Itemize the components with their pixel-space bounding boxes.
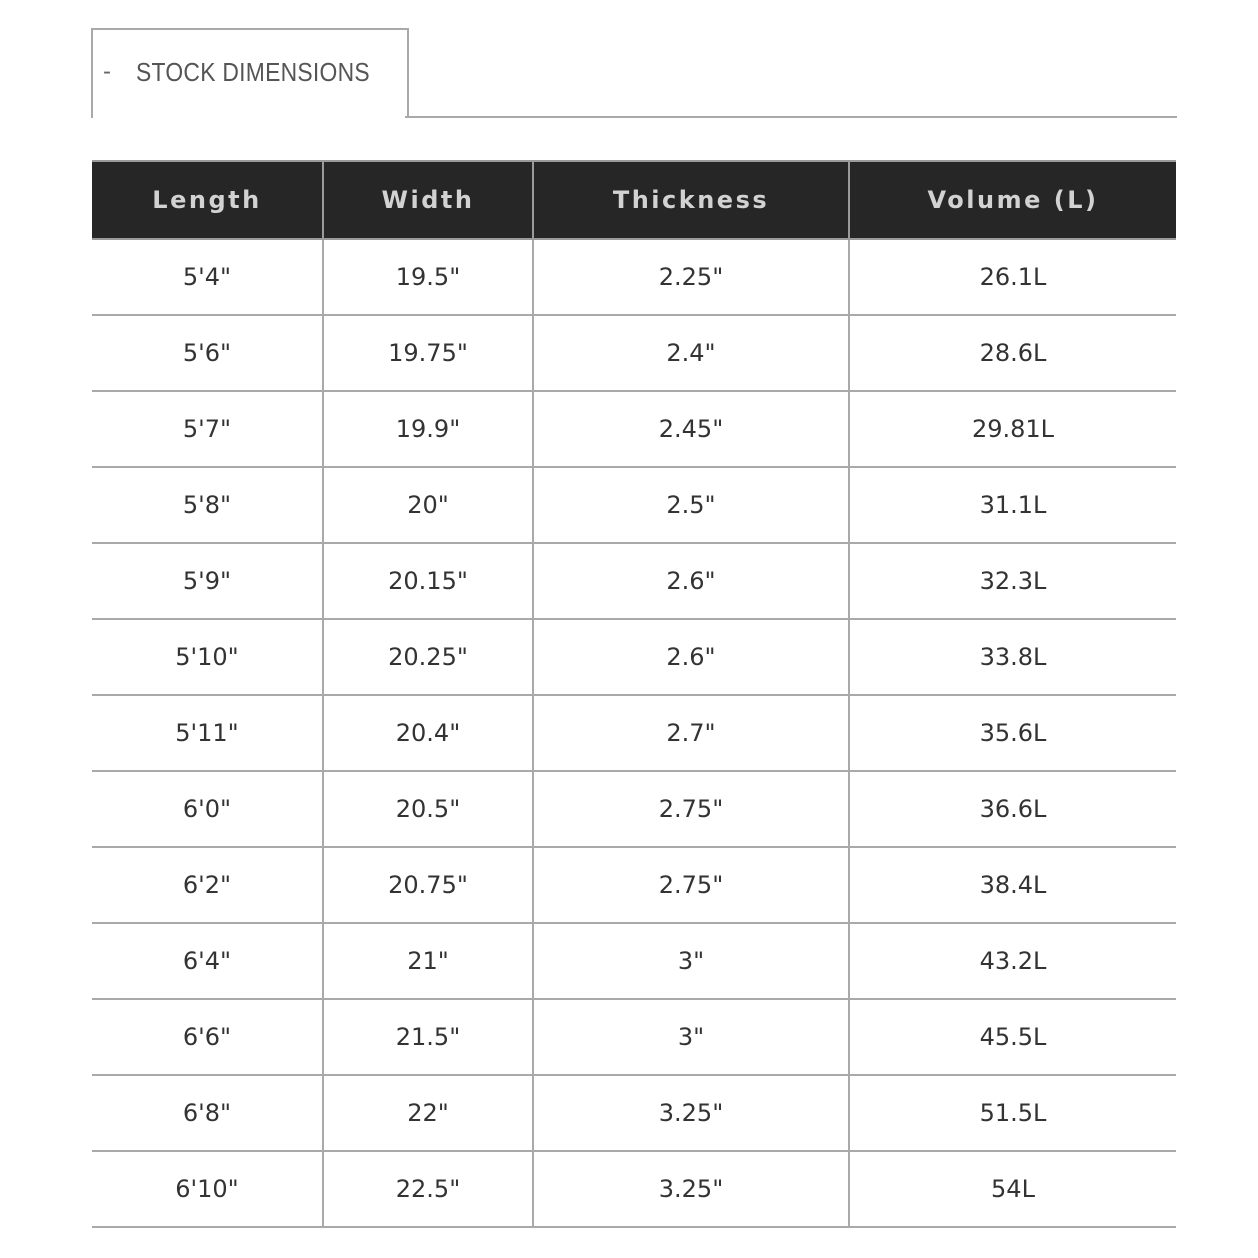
cell-thickness: 2.7" [533,695,849,771]
cell-width: 20.75" [323,847,533,923]
cell-thickness: 2.25" [533,239,849,315]
table-row [92,695,1176,771]
cell-length: 5'11" [92,695,323,771]
cell-width: 20.15" [323,543,533,619]
cell-length: 6'8" [92,1075,323,1151]
cell-volume: 28.6L [849,315,1176,391]
header-volume: Volume (L) [849,161,1176,239]
cell-volume: 38.4L [849,847,1176,923]
cell-width: 20.25" [323,619,533,695]
table-row [92,847,1176,923]
table-row [92,619,1176,695]
cell-length: 5'10" [92,619,323,695]
cell-length: 6'6" [92,999,323,1075]
cell-volume: 31.1L [849,467,1176,543]
cell-length: 5'7" [92,391,323,467]
table-row [92,999,1176,1075]
header-thickness: Thickness [533,161,849,239]
stock-dimensions-table [92,160,1176,1228]
cell-width: 19.75" [323,315,533,391]
cell-length: 6'10" [92,1151,323,1227]
header-row [92,161,1176,239]
cell-width: 21" [323,923,533,999]
cell-thickness: 3" [533,923,849,999]
cell-width: 19.9" [323,391,533,467]
cell-width: 22" [323,1075,533,1151]
cell-thickness: 2.6" [533,619,849,695]
cell-length: 5'4" [92,239,323,315]
cell-volume: 29.81L [849,391,1176,467]
table-row [92,391,1176,467]
cell-thickness: 2.45" [533,391,849,467]
cell-thickness: 2.6" [533,543,849,619]
header-width: Width [323,161,533,239]
cell-volume: 33.8L [849,619,1176,695]
cell-thickness: 2.4" [533,315,849,391]
tab-label: STOCK DIMENSIONS [136,57,370,87]
cell-length: 5'8" [92,467,323,543]
cell-thickness: 3.25" [533,1151,849,1227]
cell-length: 6'4" [92,923,323,999]
cell-length: 6'0" [92,771,323,847]
cell-thickness: 2.75" [533,771,849,847]
cell-width: 22.5" [323,1151,533,1227]
cell-volume: 43.2L [849,923,1176,999]
table-row [92,1075,1176,1151]
cell-thickness: 2.75" [533,847,849,923]
cell-width: 21.5" [323,999,533,1075]
collapse-icon[interactable]: - [103,58,111,85]
table-row [92,543,1176,619]
tab-bar [91,28,1177,118]
table-header [92,161,1176,239]
table-row [92,923,1176,999]
cell-width: 20.5" [323,771,533,847]
table-body [92,239,1176,1227]
cell-volume: 45.5L [849,999,1176,1075]
tab-divider [405,116,1177,118]
header-length: Length [92,161,323,239]
cell-length: 5'6" [92,315,323,391]
cell-volume: 51.5L [849,1075,1176,1151]
cell-thickness: 2.5" [533,467,849,543]
cell-volume: 35.6L [849,695,1176,771]
cell-width: 20.4" [323,695,533,771]
table-row [92,315,1176,391]
table-row [92,771,1176,847]
tab-stock-dimensions[interactable] [91,28,409,118]
cell-length: 5'9" [92,543,323,619]
cell-volume: 36.6L [849,771,1176,847]
cell-volume: 26.1L [849,239,1176,315]
cell-thickness: 3.25" [533,1075,849,1151]
table-row [92,1151,1176,1227]
cell-width: 19.5" [323,239,533,315]
table-row [92,467,1176,543]
cell-thickness: 3" [533,999,849,1075]
table-row [92,239,1176,315]
cell-width: 20" [323,467,533,543]
cell-length: 6'2" [92,847,323,923]
cell-volume: 32.3L [849,543,1176,619]
cell-volume: 54L [849,1151,1176,1227]
